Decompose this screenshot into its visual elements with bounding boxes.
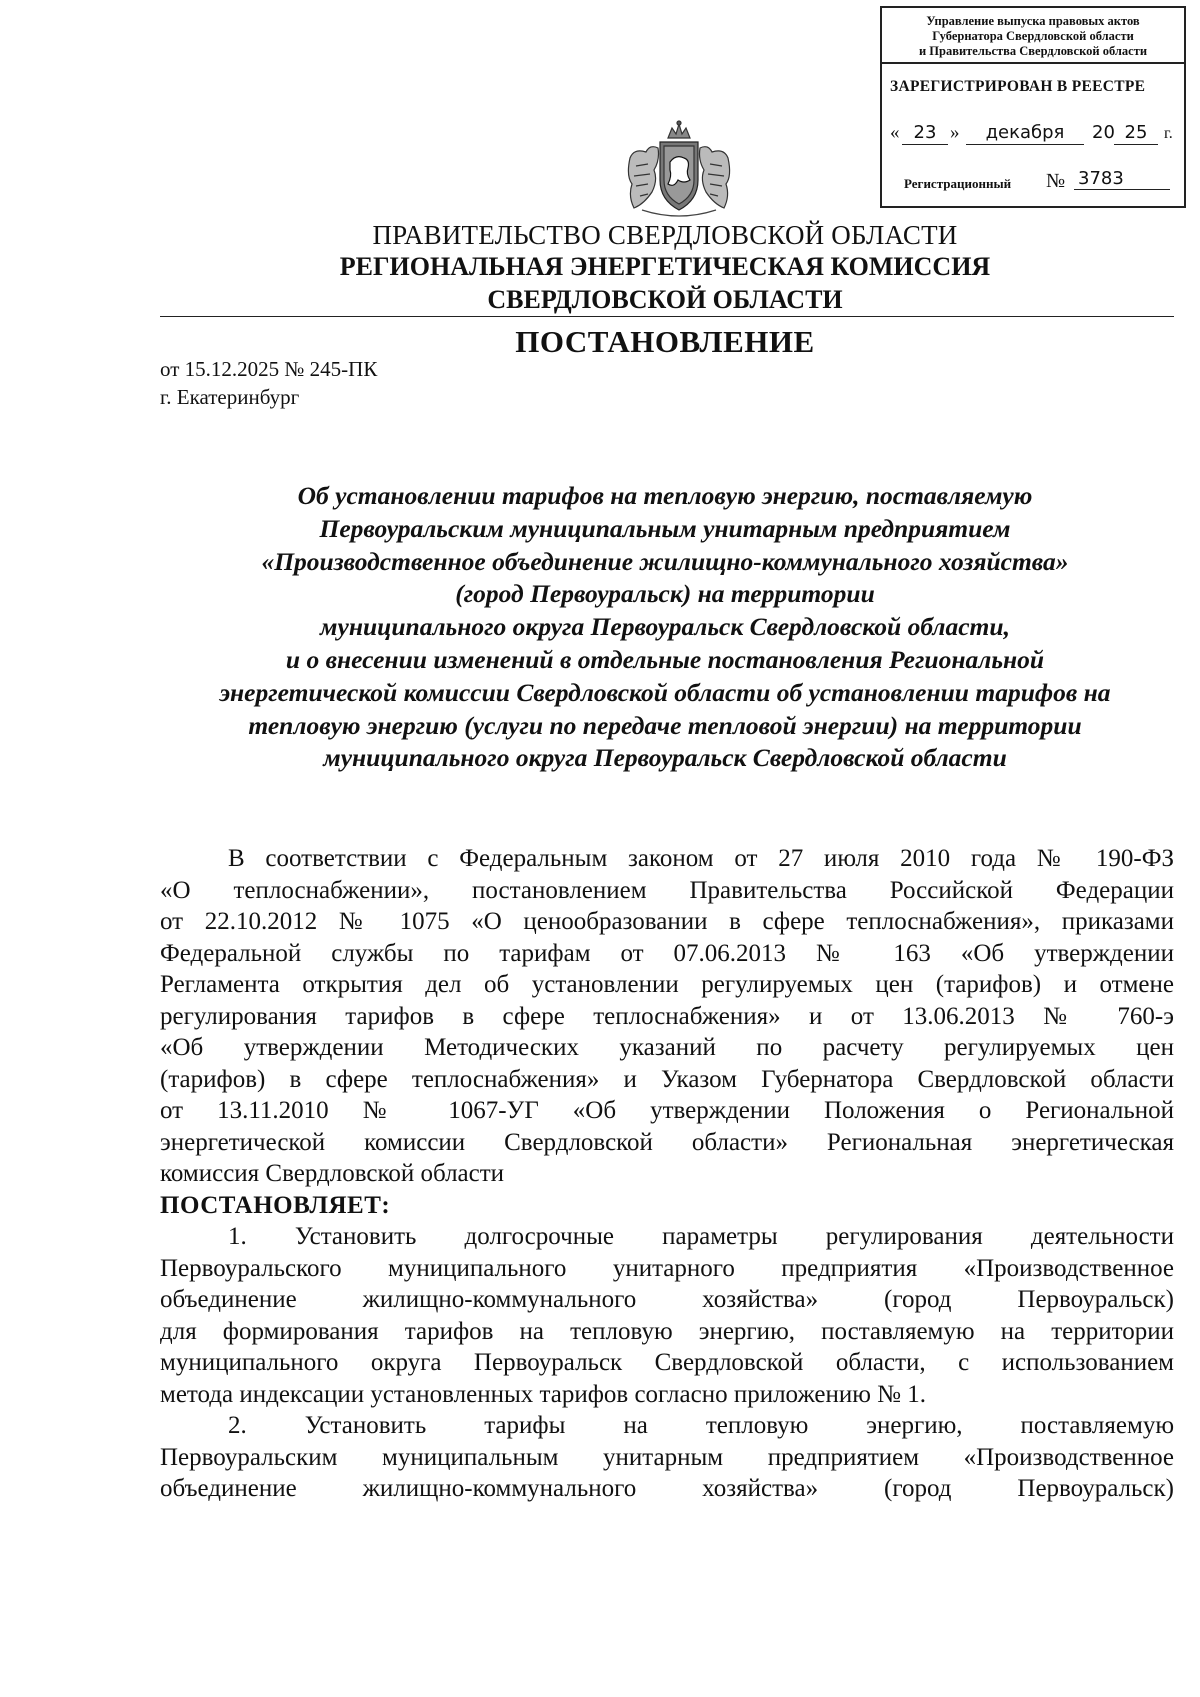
subject-line: муниципального округа Первоуральск Свердловской области xyxy=(323,743,1007,773)
coat-of-arms-emblem xyxy=(620,118,738,222)
body-line: объединение жилищно-коммунального хозяйства» (город Первоуральск) xyxy=(160,1286,1174,1313)
resolves-heading: ПОСТАНОВЛЯЕТ: xyxy=(160,1191,391,1219)
body-line: регулирования тарифов в сфере теплоснабжения» и от 13.06.2013 № 760-э xyxy=(160,1002,1174,1030)
stamp-month: декабря xyxy=(966,122,1084,145)
stamp-date xyxy=(890,122,1182,150)
subject-line: тепловую энергию (услуги по передаче тепловой энергии) на территории xyxy=(248,710,1082,740)
item-2-paragraph xyxy=(160,1410,1174,1505)
body-line: 2. Установить тарифы на тепловую энергию, поставляемую xyxy=(228,1412,1174,1439)
body-line: энергетической комиссии Свердловской области» Региональная энергетическая xyxy=(160,1128,1174,1156)
subject-line: «Производственное объединение жилищно-коммунального хозяйства» xyxy=(261,546,1069,576)
stamp-registered-label: ЗАРЕГИСТРИРОВАН В РЕЕСТРЕ xyxy=(890,78,1146,95)
subject-line: Первоуральским муниципальным унитарным предприятием xyxy=(319,513,1011,543)
stamp-issuer-line: Управление выпуска правовых актов xyxy=(926,14,1140,28)
stamp-reg-number: 3783 xyxy=(1074,168,1170,190)
stamp-issuer-line: и Правительства Свердловской области xyxy=(918,44,1148,58)
stamp-open-quote: « xyxy=(890,122,900,143)
body-line: метода индексации установленных тарифов согласно приложению № 1. xyxy=(160,1380,927,1408)
document-date-number: от 15.12.2025 № 245-ПК xyxy=(160,357,378,381)
stamp-close-quote: » xyxy=(950,122,960,143)
subject-line: муниципального округа Первоуральск Свердловской области, xyxy=(320,612,1010,642)
subject-line: и о внесении изменений в отдельные постановления Региональной xyxy=(285,644,1045,674)
body-line: комиссия Свердловской области xyxy=(160,1160,505,1187)
body-line: «О теплоснабжении», постановлением Правительства Российской Федерации xyxy=(160,876,1174,904)
body-line: Первоуральским муниципальным унитарным предприятием «Производственное xyxy=(160,1443,1174,1471)
document-type-title: ПОСТАНОВЛЕНИЕ xyxy=(515,324,815,359)
stamp-number-sign: № xyxy=(1046,170,1066,192)
body-line: 1. Установить долгосрочные параметры регулирования деятельности xyxy=(228,1223,1174,1250)
commission-name-line2: СВЕРДЛОВСКОЙ ОБЛАСТИ xyxy=(487,285,843,314)
header-divider xyxy=(160,316,1174,317)
subject-line: Об установлении тарифов на тепловую энергию, поставляемую xyxy=(297,481,1033,510)
body-line: Регламента открытия дел об установлении регулируемых цен (тарифов) и отмене xyxy=(160,971,1174,998)
body-line: муниципального округа Первоуральск Свердловской области, с использованием xyxy=(160,1349,1174,1376)
document-subject xyxy=(150,480,1180,775)
document-city: г. Екатеринбург xyxy=(160,385,300,409)
stamp-year-prefix: 20 xyxy=(1092,122,1115,143)
body-line: от 22.10.2012 № 1075 «О ценообразовании в сфере теплоснабжения», приказами xyxy=(160,908,1174,935)
registration-stamp xyxy=(880,6,1186,208)
subject-line: (город Первоуральск) на территории xyxy=(455,579,875,609)
preamble-paragraph xyxy=(160,843,1174,1221)
body-line: от 13.11.2010 № 1067-УГ «Об утверждении Положения о Региональной xyxy=(160,1097,1174,1124)
stamp-registration-number xyxy=(904,168,1184,198)
body-line: Федеральной службы по тарифам от 07.06.2013 № 163 «Об утверждении xyxy=(160,939,1174,967)
stamp-year-unit: г. xyxy=(1164,125,1173,142)
body-line: (тарифов) в сфере теплоснабжения» и Указом Губернатора Свердловской области xyxy=(160,1065,1174,1093)
stamp-day: 23 xyxy=(902,122,948,145)
body-line: «Об утверждении Методических указаний по расчету регулируемых цен xyxy=(160,1034,1174,1061)
commission-name-line1: РЕГИОНАЛЬНАЯ ЭНЕРГЕТИЧЕСКАЯ КОМИССИЯ xyxy=(339,252,991,281)
body-line: В соответствии с Федеральным законом от 27 июля 2010 года № 190-ФЗ xyxy=(228,845,1174,872)
body-line: Первоуральского муниципального унитарного предприятия «Производственное xyxy=(160,1254,1174,1282)
stamp-issuer-line: Губернатора Свердловской области xyxy=(932,29,1134,43)
stamp-year-suffix: 25 xyxy=(1114,122,1158,145)
subject-line: энергетической комиссии Свердловской области об установлении тарифов на xyxy=(219,677,1111,707)
body-line: для формирования тарифов на тепловую энергию, поставляемую на территории xyxy=(160,1317,1174,1345)
body-line: объединение жилищно-коммунального хозяйства» (город Первоуральск) xyxy=(160,1475,1174,1502)
government-name: ПРАВИТЕЛЬСТВО СВЕРДЛОВСКОЙ ОБЛАСТИ xyxy=(372,220,958,250)
item-1-paragraph xyxy=(160,1221,1174,1410)
stamp-issuer xyxy=(882,8,1184,64)
stamp-reg-label: Регистрационный xyxy=(904,176,1012,191)
